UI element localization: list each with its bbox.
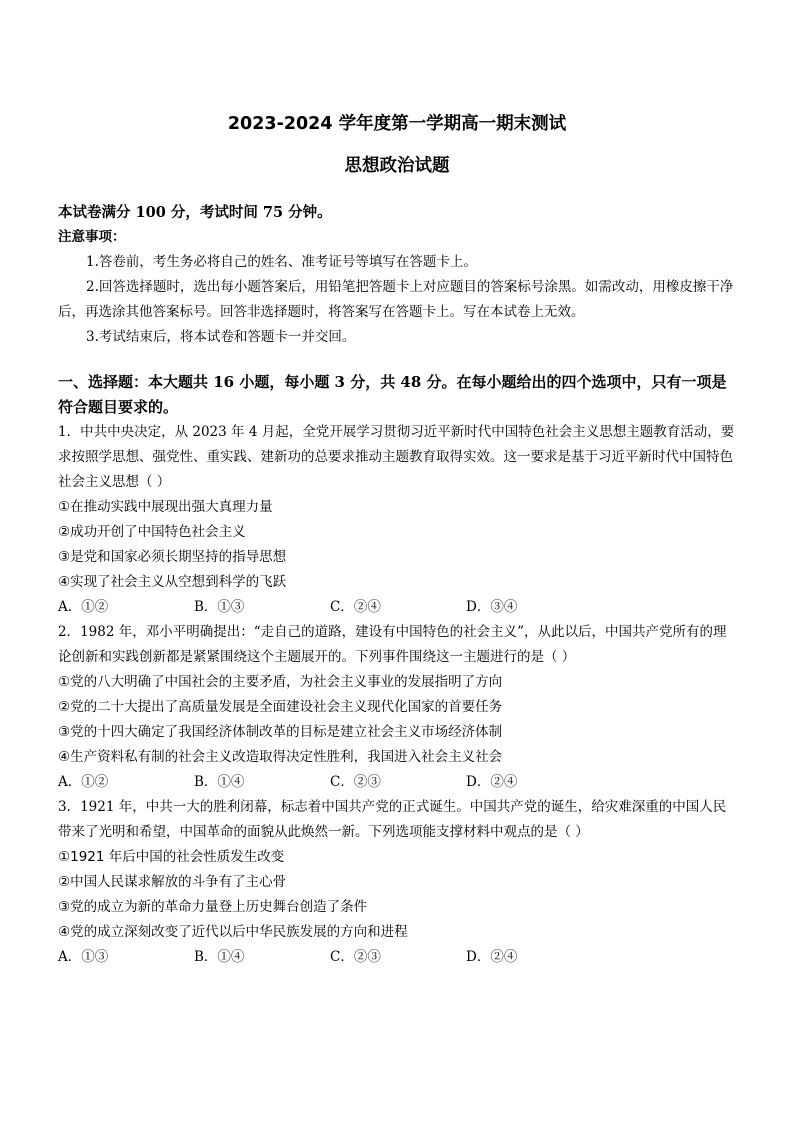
choice-b: B．①③ — [194, 599, 245, 615]
notice-item: 2.回答选择题时，选出每小题答案后，用铅笔把答题卡上对应题目的答案标号涂黑。如需改动，用橡皮擦干净后，再选涂其他答案标号。回答非选择题时，将答案写在答题卡上。写在本试卷上无效。 — [58, 279, 734, 320]
question-option: ①1921 年后中国的社会性质发生改变 — [58, 849, 285, 865]
notice-item: 1.答卷前，考生务必将自己的姓名、准考证号等填写在答题卡上。 — [86, 254, 477, 270]
question-stem: 3．1921 年，中共一大的胜利闭幕，标志着中国共产党的正式诞生。中国共产党的诞生，给灾难深重的中国人民带来了光明和希望，中国革命的面貌从此焕然一新。下列选项能支撑材料中观点的是（ ） — [58, 799, 727, 840]
question-option: ④党的成立深刻改变了近代以后中华民族发展的方向和进程 — [58, 924, 408, 940]
question-option: ①在推动实践中展现出强大真理力量 — [58, 499, 273, 515]
exam-title: 2023-2024 学年度第一学期高一期末测试 — [227, 114, 567, 134]
section-heading: 一、选择题：本大题共 16 小题，每小题 3 分，共 48 分。在每小题给出的四个选项中，只有一项是符合题目要求的。 — [58, 373, 727, 416]
question-option: ③党的十四大确定了我国经济体制改革的目标是建立社会主义市场经济体制 — [58, 724, 503, 740]
question-stem: 2．1982 年，邓小平明确提出：“走自己的道路，建设有中国特色的社会主义”，从此以后，中国共产党所有的理论创新和实践创新都是紧紧围绕这个主题展开的。下列事件围绕这一主题进行的是（ ） — [58, 624, 727, 665]
question-option: ③党的成立为新的革命力量登上历史舞台创造了条件 — [58, 899, 368, 915]
question-option: ③是党和国家必须长期坚持的指导思想 — [58, 549, 287, 565]
question-option: ④实现了社会主义从空想到科学的飞跃 — [58, 574, 287, 590]
choice-c: C．②③ — [330, 949, 381, 965]
choice-b: B．①④ — [194, 949, 245, 965]
choice-a: A．①③ — [58, 949, 109, 965]
choice-c: C．②③ — [330, 774, 381, 790]
question-option: ④生产资料私有制的社会主义改造取得决定性胜利，我国进入社会主义社会 — [58, 749, 503, 765]
question-1 — [58, 420, 736, 620]
choice-a: A．①② — [58, 599, 109, 615]
question-2 — [58, 620, 736, 795]
question-option: ①党的八大明确了中国社会的主要矛盾，为社会主义事业的发展指明了方向 — [58, 674, 503, 690]
choice-a: A．①② — [58, 774, 109, 790]
question-option: ②中国人民谋求解放的斗争有了主心骨 — [58, 874, 287, 890]
notice-item: 3.考试结束后，将本试卷和答题卡一并交回。 — [86, 329, 356, 345]
exam-subject: 思想政治试题 — [344, 156, 450, 176]
answer-choices — [58, 770, 736, 795]
choice-d: D．②④ — [466, 949, 518, 965]
answer-choices — [58, 595, 736, 620]
choice-c: C．②④ — [330, 599, 381, 615]
question-option: ②党的二十大提出了高质量发展是全面建设社会主义现代化国家的首要任务 — [58, 699, 503, 715]
choice-d: D．②④ — [466, 774, 518, 790]
question-stem: 1．中共中央决定，从 2023 年 4 月起，全党开展学习贯彻习近平新时代中国特色社会主义思想主题教育活动，要求按照学思想、强党性、重实践、建新功的总要求推动主题教育取得实效。这一要求是基于习近平新时代中国特色社会主义思想（ ） — [58, 424, 735, 490]
answer-choices — [58, 945, 736, 970]
notice-label: 注意事项： — [58, 229, 126, 245]
question-3 — [58, 795, 736, 970]
choice-b: B．①④ — [194, 774, 245, 790]
question-option: ②成功开创了中国特色社会主义 — [58, 524, 246, 540]
choice-d: D．③④ — [466, 599, 518, 615]
exam-info: 本试卷满分 100 分，考试时间 75 分钟。 — [58, 204, 332, 221]
